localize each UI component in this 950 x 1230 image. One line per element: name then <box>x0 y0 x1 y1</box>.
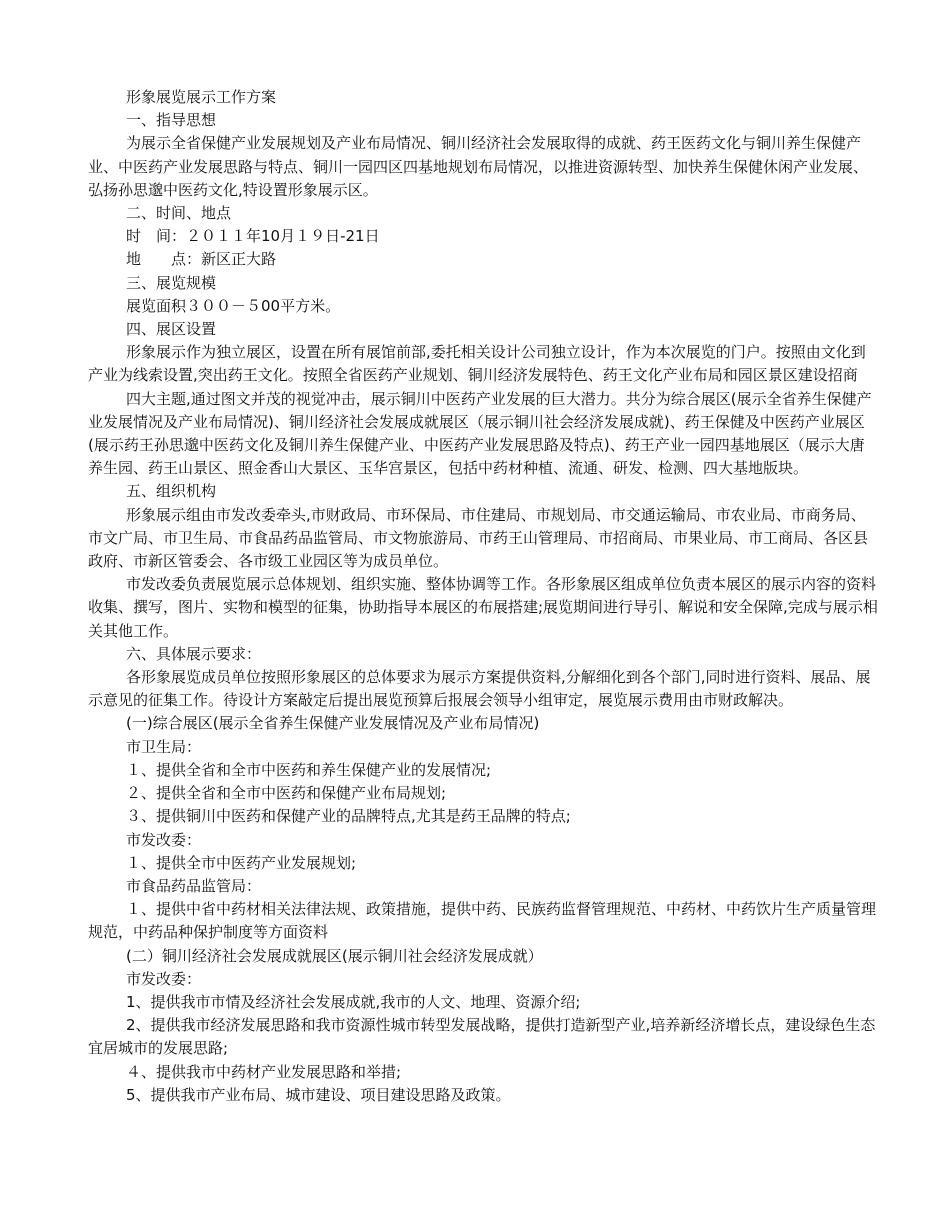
section-heading-exhibit-setup: 四、展区设置 <box>126 320 217 339</box>
document-body <box>88 86 878 1107</box>
list-item: ４、提供我市中药材产业发展思路和举措; <box>126 1062 402 1081</box>
paragraph-organization-1: 形象展示组由市发改委牵头,市财政局、市环保局、市住建局、市规划局、市交通运输局、市农业局、市商务局、市文广局、市卫生局、市食品药品监管局、市文物旅游局、市药王山管理局、市招商局、市果业局、市工商局、各区县政府、市新区管委会、各市级工业园区等为成员单位。 <box>88 505 869 571</box>
section-heading-time-place: 二、时间、地点 <box>126 204 232 223</box>
section-heading-scale: 三、展览规模 <box>126 273 217 292</box>
unit-ndrc-2: 市发改委： <box>126 969 202 988</box>
list-item: 2、提供我市经济发展思路和我市资源性城市转型发展战略，提供打造新型产业,培养新经济增长点，建设绿色生态宜居城市的发展思路; <box>88 1016 876 1058</box>
place-line: 地 点：新区正大路 <box>126 250 277 269</box>
list-item: ２、提供全省和全市中医药和保健产业布局规划; <box>126 784 447 803</box>
zone-heading-comprehensive: (一)综合展区(展示全省养生保健产业发展情况及产业布局情况) <box>126 714 540 733</box>
paragraph-guiding-ideology: 为展示全省保健产业发展规划及产业布局情况、铜川经济社会发展取得的成就、药王医药文化与铜川养生保健产业、中医药产业发展思路与特点、铜川一园四区四基地规划布局情况，以推进资源转型、加快养生保健休闲产业发展、弘扬孙思邈中医药文化,特设置形象展示区。 <box>88 134 869 199</box>
section-heading-organization: 五、组织机构 <box>126 482 217 501</box>
list-item: １、提供全省和全市中医药和养生保健产业的发展情况; <box>126 760 492 779</box>
paragraph-requirements: 各形象展览成员单位按照形象展区的总体要求为展示方案提供资料,分解细化到各个部门,同时进行资料、展品、展示意见的征集工作。待设计方案敲定后提出展览预算后报展会领导小组审定，展览展示费用由市财政解决。 <box>88 668 871 710</box>
unit-fda: 市食品药品监管局： <box>126 876 262 895</box>
list-item: １、提供全市中医药产业发展规划; <box>126 853 357 872</box>
time-line: 时 间：２０１１年10月１９日-21日 <box>126 227 380 246</box>
zone-heading-achievements: (二）铜川经济社会发展成就展区(展示铜川社会经济发展成就） <box>126 946 543 965</box>
paragraph-organization-2: 市发改委负责展览展示总体规划、组织实施、整体协调等工作。各形象展区组成单位负责本展区的展示内容的资料收集、撰写，图片、实物和模型的征集，协助指导本展区的布展搭建;展览期间进行导引、解说和安全保障,完成与展示相关其他工作。 <box>88 575 878 640</box>
unit-ndrc: 市发改委： <box>126 830 202 849</box>
list-item: １、提供中省中药材相关法律法规、政策措施，提供中药、民族药监督管理规范、中药材、中药饮片生产质量管理规范，中药品种保护制度等方面资料 <box>88 900 877 942</box>
section-heading-requirements: 六、具体展示要求： <box>126 644 262 663</box>
area-line: 展览面积３００－５00平方米。 <box>126 296 341 315</box>
list-item: ３、提供铜川中医药和保健产业的品牌特点,尤其是药王品牌的特点; <box>126 807 571 826</box>
document-title: 形象展览展示工作方案 <box>126 88 277 106</box>
paragraph-exhibit-setup-2: 四大主题,通过图文并茂的视觉冲击，展示铜川中医药产业发展的巨大潜力。共分为综合展区(展示全省养生保健产业发展情况及产业布局情况)、铜川经济社会发展成就展区（展示铜川社会经济发展成就)、药王保健及中医药产业展区(展示药王孙思邈中医药文化及铜川养生保健产业、中医药产业发展思路及特点)、药王产业一园四基地展区（展示大唐养生园、药王山景区、照金香山大景区、玉华宫景区，包括中药材种植、流通、研发、检测、四大基地版块。 <box>88 389 872 478</box>
list-item: 1、提供我市市情及经济社会发展成就,我市的人文、地理、资源介绍; <box>126 992 581 1011</box>
paragraph-exhibit-setup-1: 形象展示作为独立展区，设置在所有展馆前部,委托相关设计公司独立设计，作为本次展览的门户。按照由文化到产业为线索设置,突出药王文化。按照全省医药产业规划、铜川经济发展特色、药王文化产业布局和园区景区建设招商 <box>88 343 866 385</box>
list-item: 5、提供我市产业布局、城市建设、项目建设思路及政策。 <box>126 1085 511 1104</box>
unit-health-bureau: 市卫生局： <box>126 737 202 756</box>
section-heading-guiding-ideology: 一、指导思想 <box>126 111 217 130</box>
